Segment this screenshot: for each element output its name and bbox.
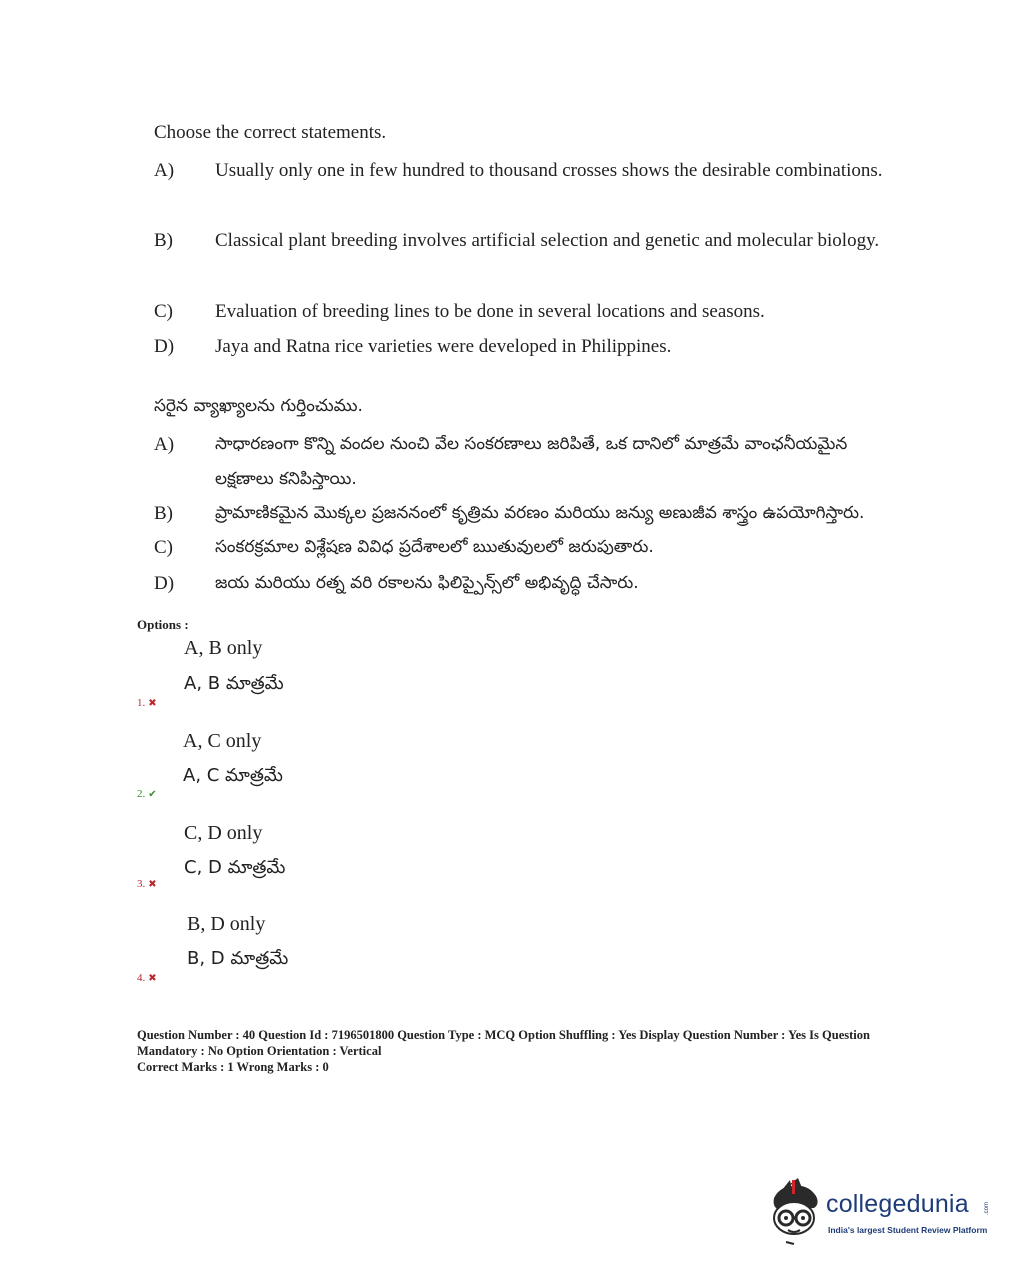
statement-label: B) — [154, 230, 173, 251]
option-3-en: C, D only — [184, 822, 263, 844]
statement-label: C) — [154, 537, 173, 558]
option-2-en: A, C only — [183, 730, 262, 752]
statement-text: Jaya and Ratna rice varieties were developed in Philippines. — [215, 336, 672, 357]
question-intro-en: Choose the correct statements. — [154, 122, 387, 143]
statement-label: C) — [154, 301, 173, 322]
option-3-te: C, D మాత్రమే — [184, 857, 286, 878]
check-icon: ✔ — [148, 789, 157, 800]
statement-text: జయ మరియు రత్న వరి రకాలను ఫిలిప్పైన్స్‌లో అభివృద్ధి చేసారు. — [215, 573, 639, 593]
cross-icon: ✖ — [148, 698, 157, 709]
question-metadata: Question Number : 40 Question Id : 7196501800 Question Type : MCQ Option Shuffling : Yes Display Question Number : Yes Is Question Mandatory : No Option Orientation : Vertical — [137, 1028, 870, 1058]
option-3-number — [137, 878, 157, 890]
option-number: 1. — [137, 697, 146, 709]
option-4-te: B, D మాత్రమే — [187, 948, 289, 969]
logo-tagline: India's largest Student Review Platform — [828, 1225, 988, 1235]
statement-label: D) — [154, 336, 175, 357]
option-4-number — [137, 972, 157, 984]
logo-wordmark: collegedunia — [826, 1190, 969, 1218]
statement-label: A) — [154, 160, 175, 181]
option-1-te: A, B మాత్రమే — [184, 673, 284, 694]
logo-domain: .com — [984, 1202, 990, 1216]
statement-text: Usually only one in few hundred to thousand crosses shows the desirable combinations. — [215, 160, 883, 181]
cross-icon: ✖ — [148, 879, 157, 890]
statement-text: సాధారణంగా కొన్ని వందల నుంచి వేల సంకరణాలు జరిపితే, ఒక దానిలో మాత్రమే వాంఛనీయమైన లక్షణాలు కనిపిస్తాయి. — [215, 434, 848, 489]
statement-text: ప్రామాణికమైన మొక్కల ప్రజననంలో కృత్రిమ వరణం మరియు జన్యు అణుజీవ శాస్త్రం ఉపయోగిస్తారు. — [215, 503, 865, 523]
option-2-number — [137, 788, 157, 800]
statement-label: D) — [154, 573, 175, 594]
options-heading: Options : — [137, 617, 189, 632]
marks-info: Correct Marks : 1 Wrong Marks : 0 — [137, 1060, 329, 1074]
statement-text: Evaluation of breeding lines to be done in several locations and seasons. — [215, 301, 765, 322]
statement-label: A) — [154, 434, 175, 455]
collegedunia-logo — [768, 1178, 998, 1248]
option-2-te: A, C మాత్రమే — [183, 765, 283, 786]
statement-text: సంకరక్రమాల విశ్లేషణ వివిధ ప్రదేశాలలో ఋతువులలో జరుపుతారు. — [215, 537, 654, 557]
question-intro-te: సరైన వ్యాఖ్యాలను గుర్తించుము. — [154, 396, 363, 416]
option-1-en: A, B only — [184, 637, 263, 659]
statement-text: Classical plant breeding involves artificial selection and genetic and molecular biology. — [215, 230, 880, 251]
option-number: 2. — [137, 788, 146, 800]
mascot-icon — [768, 1178, 826, 1248]
option-number: 4. — [137, 972, 146, 984]
option-number: 3. — [137, 878, 146, 890]
cross-icon: ✖ — [148, 973, 157, 984]
option-4-en: B, D only — [187, 913, 266, 935]
statement-label: B) — [154, 503, 173, 524]
option-1-number — [137, 697, 157, 709]
